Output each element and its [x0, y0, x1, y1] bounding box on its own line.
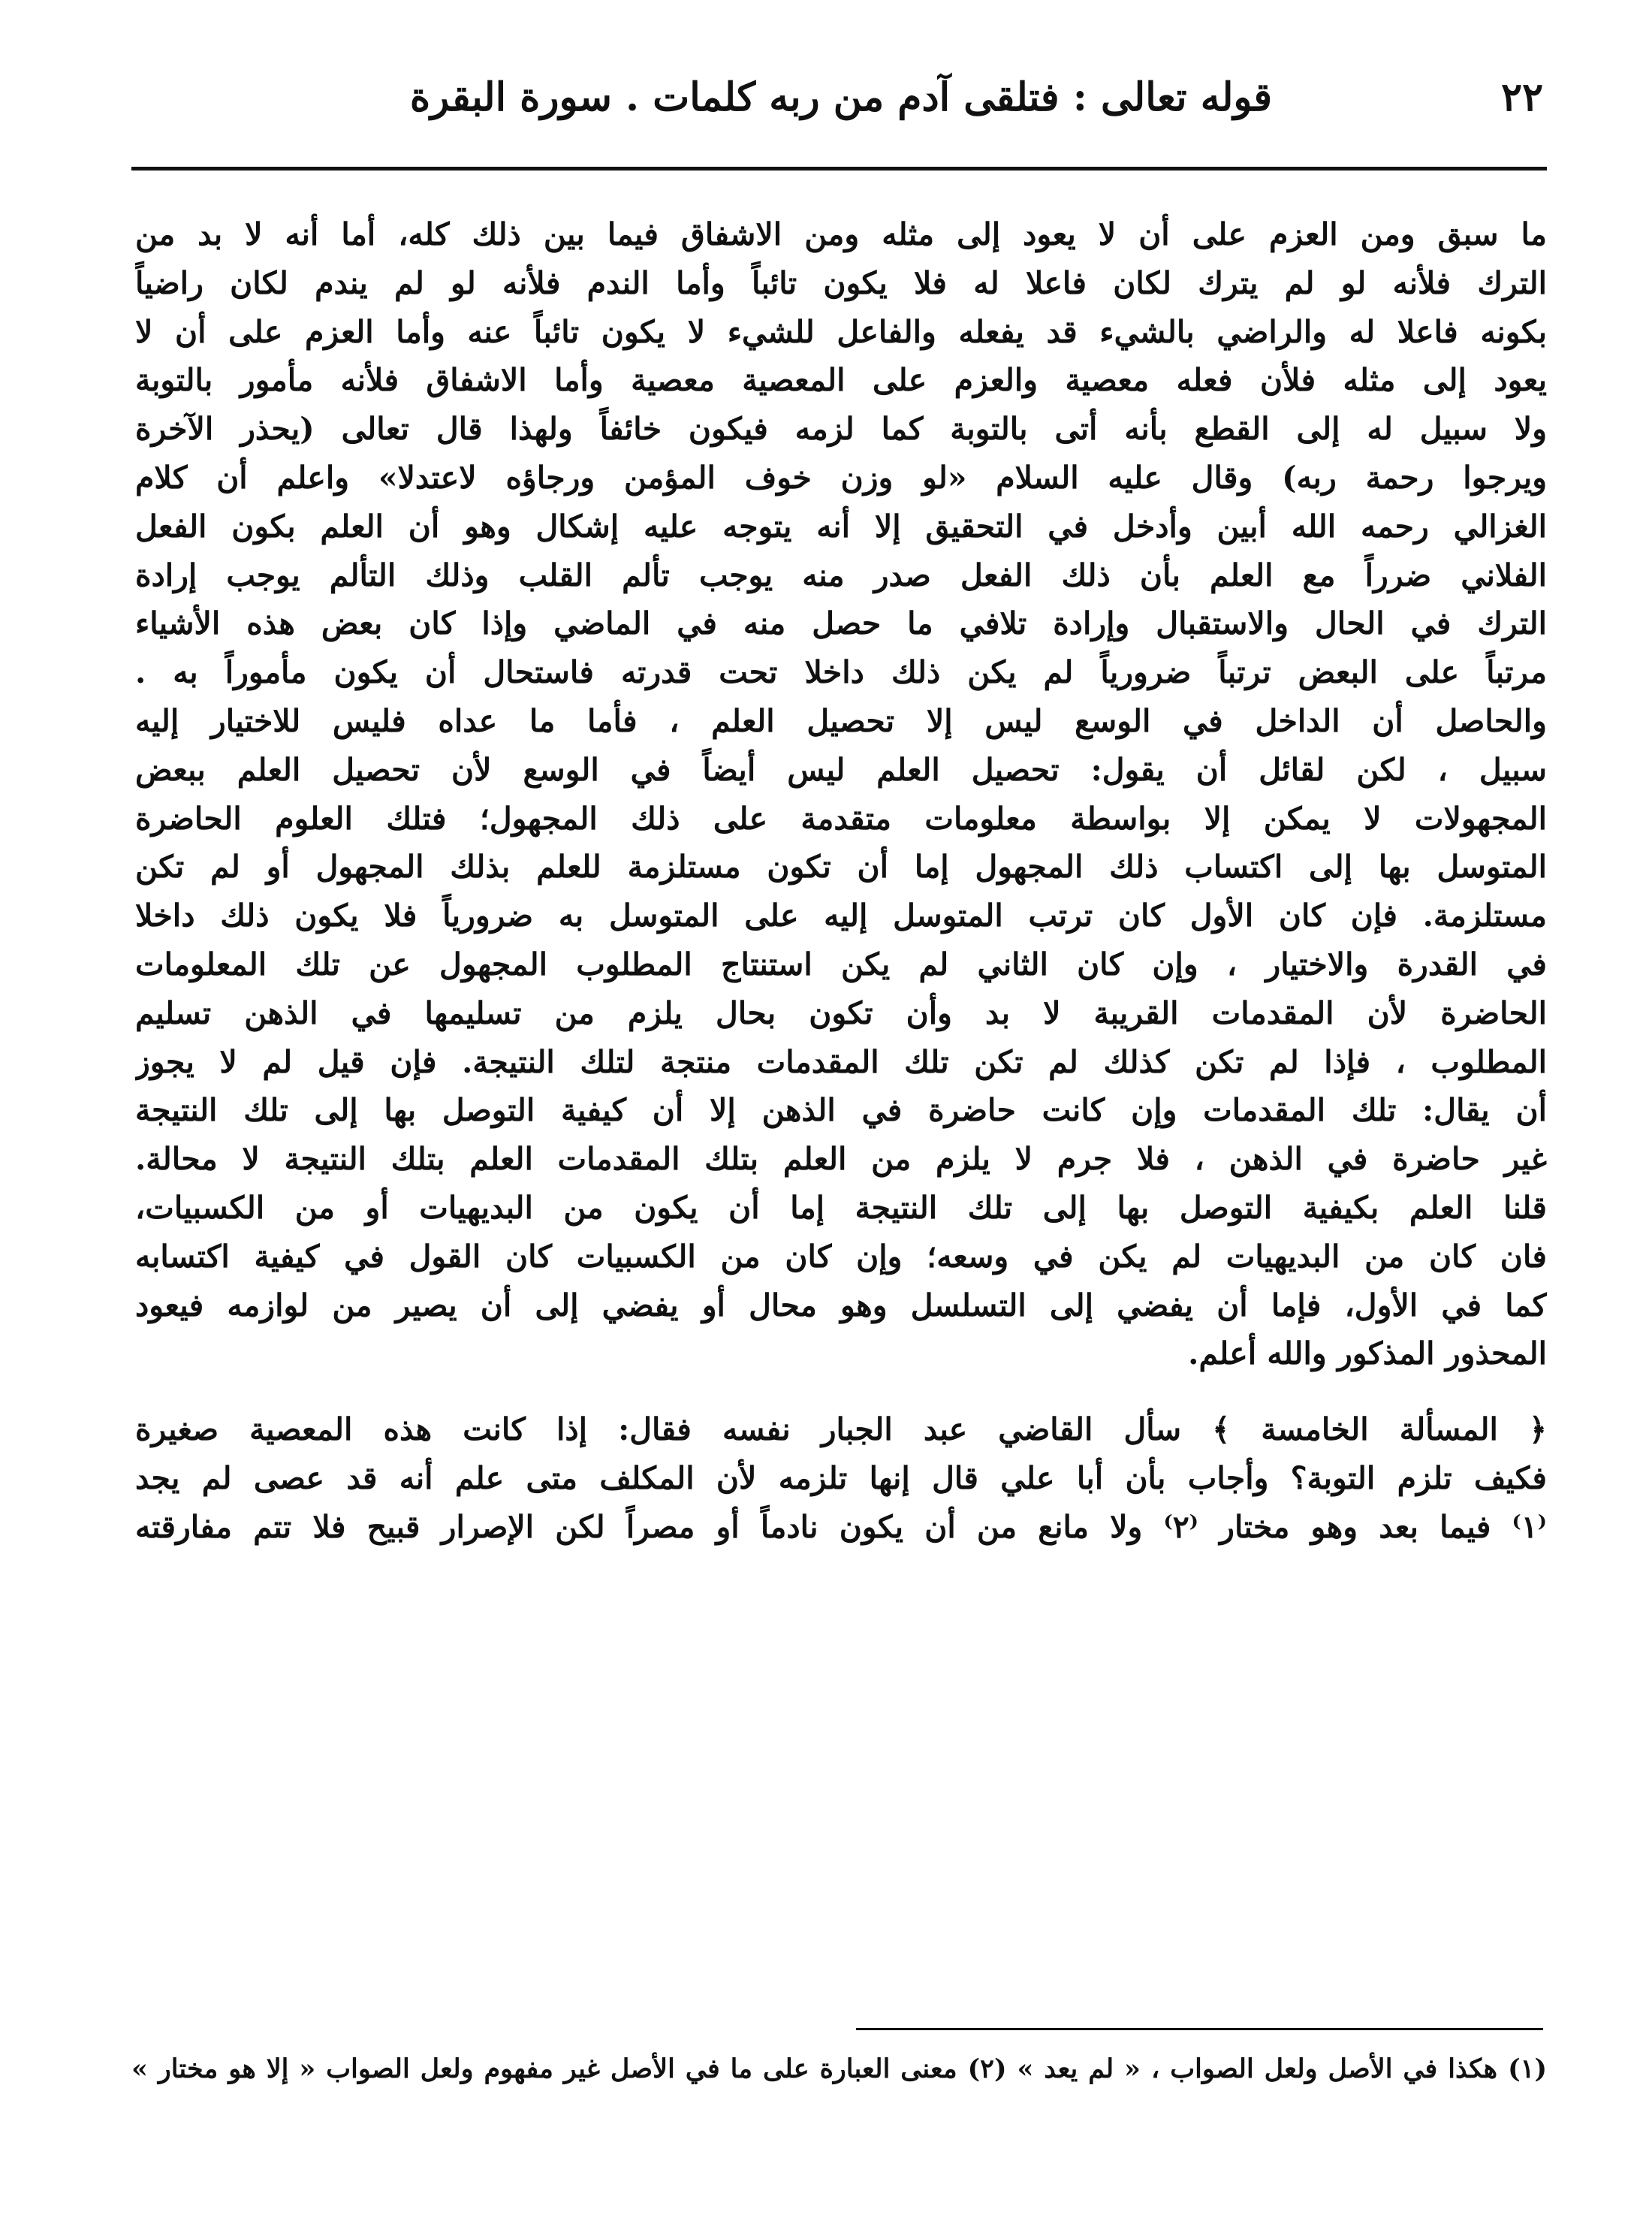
text-line: ⁽١⁾ فيما بعد وهو مختار ⁽٢⁾ ولا مانع من أن يكون نادماً أو مصراً لكن الإصرار قبيح فلا تتم مفارقته [135, 1508, 1547, 1545]
text-line: كما في الأول، فإما أن يفضي إلى التسلسل وهو محال أو يفضي إلى أن يصير من لوازمه فيعود [135, 1287, 1547, 1323]
text-line: الترك في الحال والاستقبال وإرادة تلافي ما حصل منه في الماضي وإذا كان بعض هذه الأشياء [135, 605, 1547, 642]
page-number: ٢٢ [1501, 74, 1543, 120]
text-line: مستلزمة. فإن كان الأول كان ترتب المتوسل إليه على المتوسل به ضرورياً فلا يكون ذلك داخلا [135, 898, 1547, 934]
text-line: الفلاني ضرراً مع العلم بأن ذلك الفعل صدر منه يوجب تألم القلب وذلك التألم يوجب إرادة [135, 557, 1547, 593]
text-line: سبيل ، لكن لقائل أن يقول: تحصيل العلم ليس أيضاً في الوسع لأن تحصيل العلم ببعض [135, 751, 1547, 788]
text-line: المجهولات لا يمكن إلا بواسطة معلومات متقدمة على ذلك المجهول؛ فتلك العلوم الحاضرة [135, 800, 1547, 837]
text-line: يعود إلى مثله فلأن فعله معصية والعزم على المعصية معصية وأما الاشفاق فلأنه مأمور بالتوبة [135, 362, 1547, 399]
text-line: أن يقال: تلك المقدمات وإن كانت حاضرة في الذهن إلا أن كيفية التوصل بها إلى تلك النتيجة [135, 1092, 1547, 1129]
section-heading-line: ﴿ المسألة الخامسة ﴾ سأل القاضي عبد الجبار نفسه فقال: إذا كانت هذه المعصية صغيرة [135, 1411, 1547, 1448]
running-title: قوله تعالى : فتلقى آدم من ربه كلمات . سورة البقرة [409, 74, 1273, 120]
text-line: الترك فلأنه لو لم يترك لكان فاعلا له فلا يكون تائباً وأما الندم فلأنه لو لم يندم لكان راضياً [135, 264, 1547, 301]
text-line: ما سبق ومن العزم على أن لا يعود إلى مثله ومن الاشفاق فيما بين ذلك كله، أما أنه لا بد من [135, 216, 1547, 252]
text-line: الغزالي رحمه الله أبين وأدخل في التحقيق إلا أنه يتوجه عليه إشكال وهو أن العلم بكون الفعل [135, 508, 1547, 545]
text-line: الحاضرة لأن المقدمات القريبة لا بد وأن تكون بحال يلزم من تسليمها في الذهن تسليم [135, 994, 1547, 1031]
paragraph-gap [135, 1378, 1547, 1405]
page-header [139, 64, 1543, 135]
header-rule [131, 167, 1547, 170]
text-line: فكيف تلزم التوبة؟ وأجاب بأن أبا علي قال إنها تلزمه لأن المكلف متى علم أنه قد عصى لم يجد [135, 1459, 1547, 1496]
text-line: بكونه فاعلا له والراضي بالشيء قد يفعله والفاعل للشيء لا يكون تائباً عنه وأما العزم على أن لا [135, 313, 1547, 350]
footnote-rule [856, 2028, 1543, 2030]
text-line: في القدرة والاختيار ، وإن كان الثاني لم يكن استنتاج المطلوب المجهول عن تلك المعلومات [135, 946, 1547, 982]
text-line: ويرجوا رحمة ربه) وقال عليه السلام «لو وزن خوف المؤمن ورجاؤه لاعتدلا» واعلم أن كلام [135, 459, 1547, 496]
text-line: فان كان من البديهيات لم يكن في وسعه؛ وإن كان من الكسبيات كان القول في كيفية اكتسابه [135, 1238, 1547, 1275]
text-line-last: المحذور المذكور والله أعلم. [1188, 1335, 1547, 1372]
text-line: المتوسل بها إلى اكتساب ذلك المجهول إما أن تكون مستلزمة للعلم بذلك المجهول أو لم تكن [135, 849, 1547, 886]
text-line: ولا سبيل له إلى القطع بأنه أتى بالتوبة كما لزمه فيكون خائفاً ولهذا قال تعالى (يحذر الآخرة [135, 411, 1547, 448]
text-line: قلنا العلم بكيفية التوصل بها إلى تلك النتيجة إما أن يكون من البديهيات أو من الكسبيات، [135, 1189, 1547, 1226]
text-line: والحاصل أن الداخل في الوسع ليس إلا تحصيل العلم ، فأما ما عداه فليس للاختيار إليه [135, 702, 1547, 739]
text-line: مرتباً على البعض ترتباً ضرورياً لم يكن ذلك داخلا تحت قدرته فاستحال أن يكون مأموراً به . [135, 654, 1547, 691]
body-text [135, 210, 1547, 1552]
footnotes: (١) هكذا في الأصل ولعل الصواب ، « لم يعد » (٢) معنى العبارة على ما في الأصل غير مفهوم ولعل الصواب « إلا هو مختار » [131, 2053, 1547, 2084]
text-line: المطلوب ، فإذا لم تكن كذلك لم تكن تلك المقدمات منتجة لتلك النتيجة. فإن قيل لم لا يجوز [135, 1043, 1547, 1080]
text-line: غير حاضرة في الذهن ، فلا جرم لا يلزم من العلم بتلك المقدمات العلم بتلك النتيجة لا محالة. [135, 1141, 1547, 1178]
